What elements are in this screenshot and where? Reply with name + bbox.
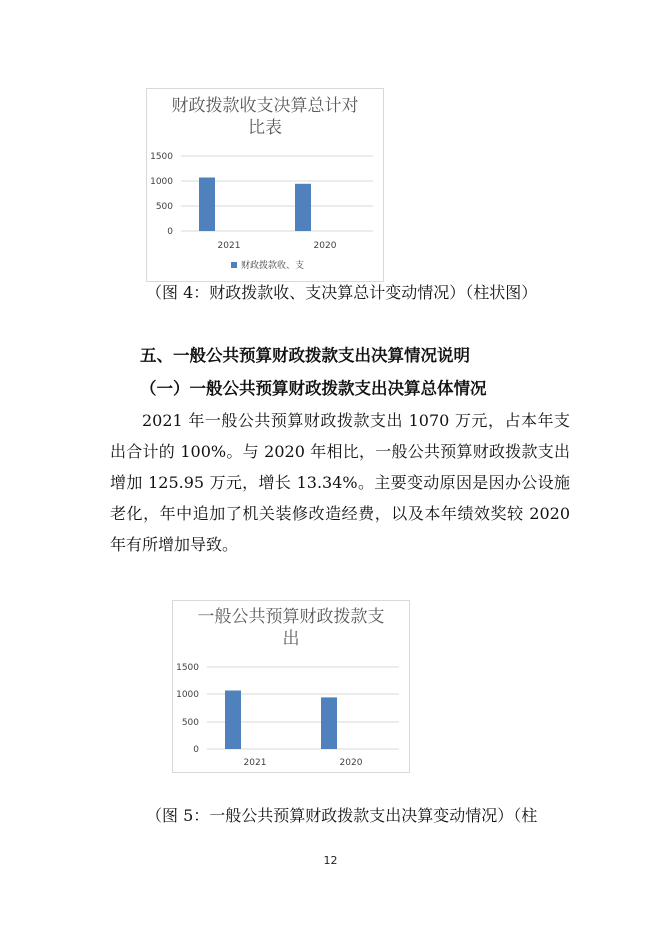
chart1-xtick-label: 2021	[217, 241, 241, 251]
chart2-title-line2: 出	[282, 629, 300, 649]
chart1-title-line2: 比表	[248, 118, 282, 138]
chart2-title-line1: 一般公共预算财政拨款支	[197, 607, 385, 627]
subsection1-heading: （一）一般公共预算财政拨款支出决算总体情况	[140, 379, 487, 398]
body-paragraph	[110, 405, 570, 560]
chart1-bar-2020	[295, 184, 311, 231]
chart2-plot	[173, 601, 409, 772]
chart1-legend-label: 财政拨款收、支	[241, 261, 305, 271]
chart1-caption: （图 4：财政拨款收、支决算总计变动情况）（柱状图）	[146, 283, 538, 302]
section5-heading: 五、一般公共预算财政拨款支出决算情况说明	[140, 346, 470, 365]
chart1-legend-swatch	[231, 262, 237, 268]
chart2-xtick-label: 2020	[339, 758, 363, 768]
chart2-ytick-label: 1000	[176, 690, 199, 700]
chart1-title-line1: 财政拨款收支决算总计对	[171, 96, 359, 116]
chart2-xtick-label: 2021	[243, 758, 267, 768]
chart1-ytick-label: 1000	[150, 177, 173, 187]
chart1-plot	[147, 89, 383, 281]
chart2-ytick-label: 1500	[176, 663, 199, 673]
chart1-ytick-label: 500	[155, 202, 173, 212]
page-number: 12	[323, 854, 338, 867]
chart1-ytick-label: 0	[167, 227, 173, 237]
chart2-ytick-label: 500	[181, 718, 199, 728]
chart2-ytick-label: 0	[193, 745, 199, 755]
chart2-frame	[172, 600, 410, 773]
chart2-bar-2021	[225, 691, 241, 749]
chart2-caption: （图 5：一般公共预算财政拨款支出决算变动情况）（柱	[146, 806, 538, 825]
chart1-frame	[146, 88, 384, 282]
chart1-bar-2021	[199, 178, 215, 232]
body-paragraph-text: 2021 年一般公共预算财政拨款支出 1070 万元，占本年支出合计的 100%。与 2020 年相比，一般公共预算财政拨款支出增加 125.95 万元，增长 13.34%。主要变动原因是因办公设施老化，年中追加了机关装修改造经费，以及本年绩效奖较 2020 年有所增加导致。	[110, 411, 570, 554]
chart1-ytick-label: 1500	[150, 152, 173, 162]
chart1-xtick-label: 2020	[313, 241, 337, 251]
chart2-bar-2020	[321, 697, 337, 749]
